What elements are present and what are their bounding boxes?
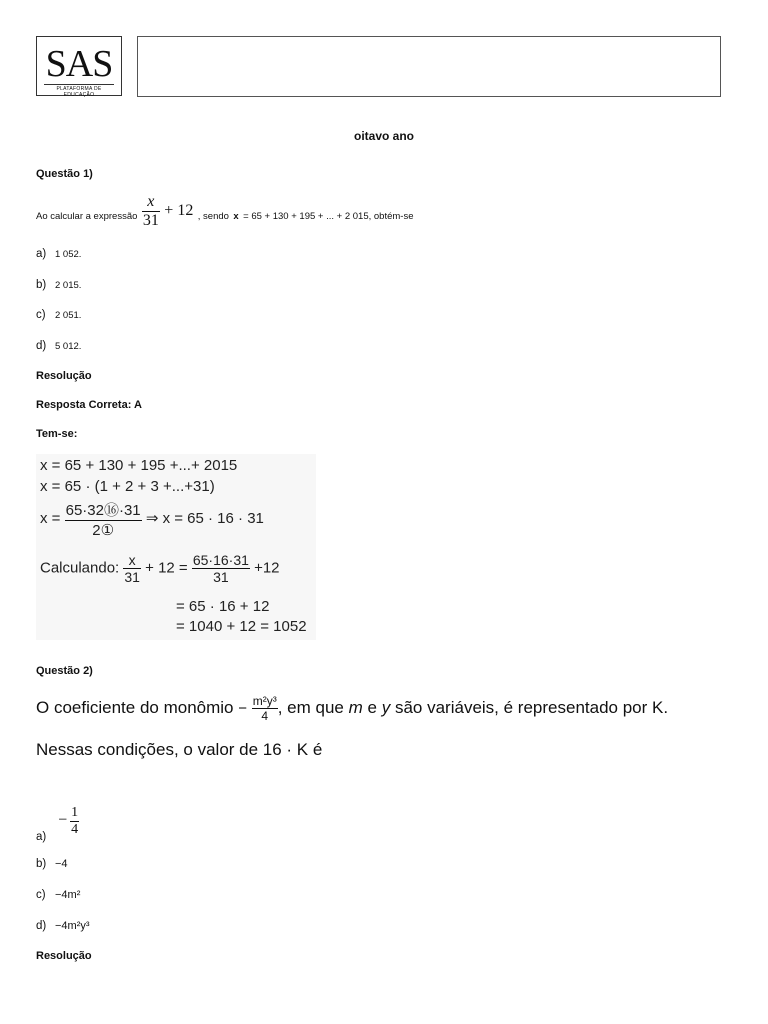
sas-logo [36, 36, 122, 96]
work-line-4-den: 31 [124, 569, 140, 585]
q1-expr-den: 31 [142, 212, 159, 229]
q2-monomial-den: 4 [252, 708, 278, 723]
q1-expression-fraction [142, 193, 160, 230]
q1-tem-se: Tem-se: [36, 428, 78, 440]
q2-monomial-num: m²y³ [252, 694, 277, 708]
header-box [137, 36, 721, 97]
work-line-4 [40, 552, 280, 585]
q1-prompt-pre: Ao calcular a expressão [36, 211, 138, 222]
work-line-3-den: 2① [65, 520, 142, 539]
q1-prompt [36, 193, 414, 230]
q1-option-b [36, 279, 81, 291]
q2-prompt-line-2: Nessas condições, o valor de 16 · K é [36, 740, 323, 759]
q1-heading: Questão 1) [36, 168, 93, 180]
option-value: 2 051. [55, 310, 82, 321]
q2-text-mid2: e [367, 697, 377, 717]
q2-var-y: y [381, 697, 391, 717]
q2-text-post: são variáveis, é representado por K. [394, 697, 669, 717]
work-line-3-post: ⇒ x = 65 · 16 · 31 [145, 509, 264, 527]
option-letter: d) [36, 920, 47, 932]
work-line-4-fraction-2 [192, 552, 250, 585]
option-value: −4m² [55, 889, 81, 901]
option-letter: b) [36, 279, 47, 291]
q1-option-c [36, 309, 81, 321]
q2-option-d [36, 920, 90, 932]
work-line-6: = 1040 + 12 = 1052 [176, 618, 307, 635]
q1-resolution-label: Resolução [36, 370, 92, 382]
page-title: oitavo ano [353, 129, 414, 143]
option-value: 5 012. [55, 341, 82, 352]
q2-heading: Questão 2) [36, 665, 93, 677]
option-letter: a) [36, 831, 47, 844]
q1-correct-answer: Resposta Correta: A [36, 399, 142, 411]
work-line-4-num: x [128, 552, 136, 568]
option-letter: c) [36, 309, 46, 321]
q2-text-mid1: , em que [277, 697, 344, 717]
option-fraction-den: 4 [71, 822, 79, 837]
q1-prompt-post: = 65 + 130 + 195 + ... + 2 015, obtém-se [243, 211, 414, 222]
q1-prompt-mid: , sendo [197, 211, 229, 222]
work-line-3-pre: x = [40, 509, 61, 527]
option-value: −4 [55, 858, 68, 870]
work-line-4-mid: + 12 = [145, 559, 188, 577]
q2-option-b [36, 858, 68, 870]
option-sign: − [58, 811, 68, 829]
work-line-3-fraction [65, 499, 142, 539]
option-value: 2 015. [55, 280, 82, 291]
option-fraction [70, 805, 79, 838]
q2-option-c [36, 889, 80, 901]
option-value: −4m²y³ [55, 920, 90, 932]
work-line-4-fraction-1 [123, 552, 141, 585]
q2-resolution-label: Resolução [36, 950, 92, 962]
q2-var-m: m [348, 697, 363, 717]
option-letter: a) [36, 248, 47, 260]
q2-option-a [36, 805, 79, 843]
q2-monomial-sign: − [238, 699, 247, 717]
q2-prompt-line-1 [36, 694, 668, 723]
q2-monomial-fraction [252, 694, 278, 723]
q1-option-d [36, 340, 81, 352]
work-line-4-num2: 65·16·31 [192, 552, 249, 568]
q2-text-pre: O coeficiente do monômio [36, 697, 234, 717]
option-fraction-num: 1 [71, 805, 79, 820]
logo-text: SAS [45, 43, 113, 85]
work-line-3-num: 65·32⑯·31 [65, 502, 141, 519]
logo-subtitle: PLATAFORMA DE EDUCAÇÃO [44, 84, 114, 98]
q1-solution-work [36, 454, 316, 640]
option-letter: d) [36, 340, 47, 352]
work-line-4-pre: Calculando: [40, 559, 120, 577]
work-line-4-post: +12 [254, 559, 280, 577]
q1-expr-num: x [147, 193, 155, 210]
work-line-2: x = 65 · (1 + 2 + 3 +...+31) [40, 478, 215, 495]
work-line-5: = 65 · 16 + 12 [176, 598, 270, 615]
work-line-3 [40, 499, 264, 539]
option-letter: b) [36, 858, 47, 870]
work-line-1: x = 65 + 130 + 195 +...+ 2015 [40, 457, 238, 474]
work-line-4-den2: 31 [192, 568, 250, 585]
q1-prompt-var: x [233, 211, 239, 222]
q1-expr-plus: + 12 [164, 202, 194, 219]
q1-option-a [36, 248, 81, 260]
option-letter: c) [36, 889, 46, 901]
option-value: 1 052. [55, 249, 82, 260]
